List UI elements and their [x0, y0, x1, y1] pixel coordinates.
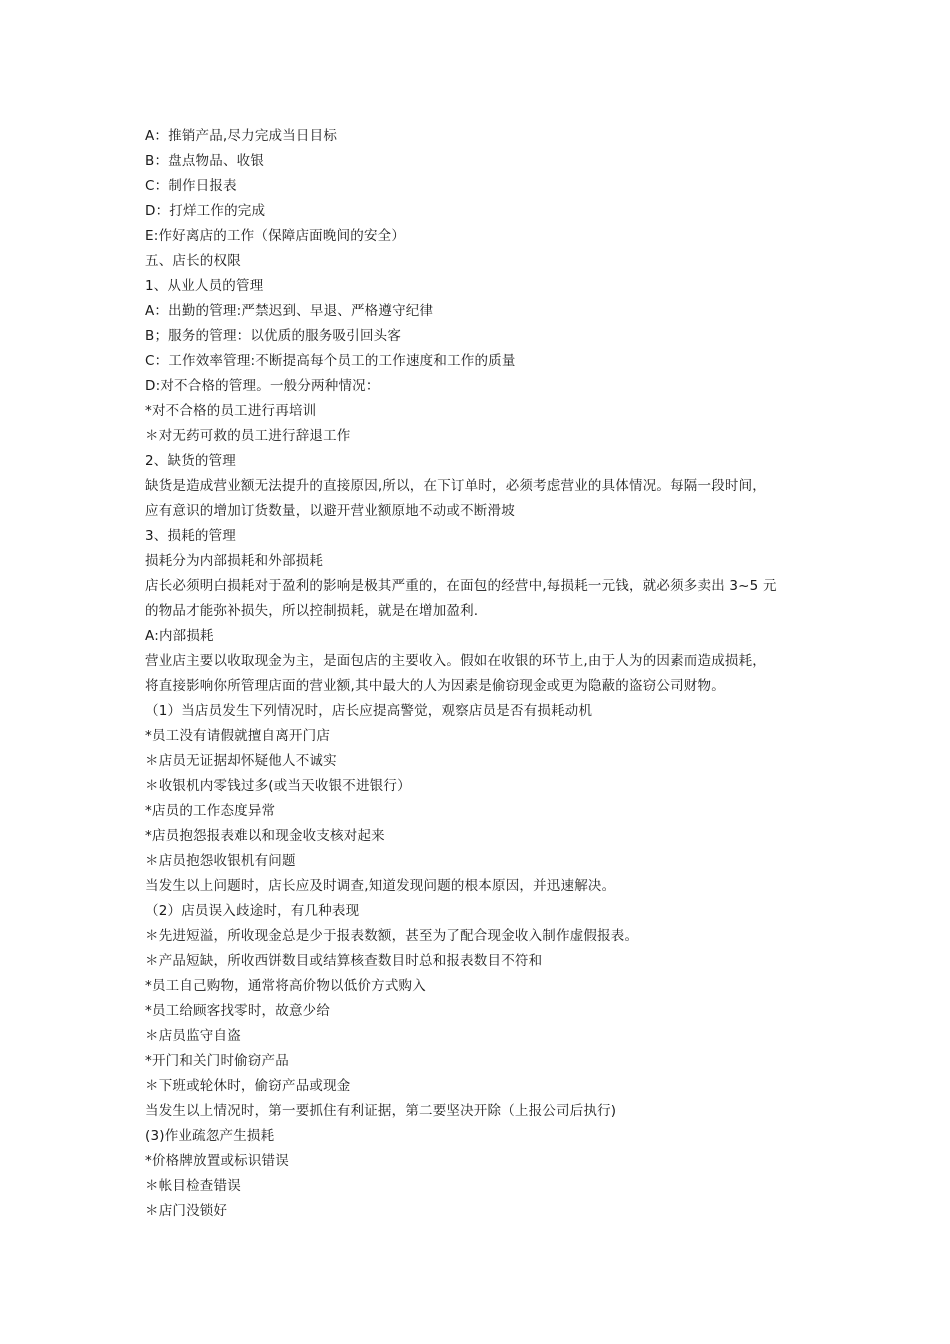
text-line: (3)作业疏忽产生损耗 [145, 1128, 275, 1144]
text-line: C：制作日报表 [145, 178, 237, 194]
text-line: ＊店员监守自盗 [145, 1028, 241, 1044]
text-line: （2）店员误入歧途时，有几种表现 [145, 903, 360, 919]
text-line: *店员的工作态度异常 [145, 803, 276, 819]
text-line: ＊店门没锁好 [145, 1203, 228, 1219]
text-line: 应有意识的增加订货数量，以避开营业额原地不动或不断滑坡 [145, 503, 515, 519]
text-line: *员工没有请假就擅自离开门店 [145, 728, 331, 744]
text-line: 缺货是造成营业额无法提升的直接原因,所以，在下订单时，必须考虑营业的具体情况。每隔一段时间， [145, 478, 766, 494]
text-line: *对不合格的员工进行再培训 [145, 403, 317, 419]
document-body [145, 124, 810, 1224]
text-line: *店员抱怨报表难以和现金收支核对起来 [145, 828, 385, 844]
text-line: C：工作效率管理:不断提高每个员工的工作速度和工作的质量 [145, 353, 516, 369]
text-line: *开门和关门时偷窃产品 [145, 1053, 289, 1069]
text-line: 当发生以上情况时，第一要抓住有利证据，第二要坚决开除（上报公司后执行) [145, 1103, 617, 1119]
text-line: *员工自己购物，通常将高价物以低价方式购入 [145, 978, 426, 994]
text-line: ＊帐目检查错误 [145, 1178, 241, 1194]
text-line: 将直接影响你所管理店面的营业额,其中最大的人为因素是偷窃现金或更为隐蔽的盗窃公司财物。 [145, 678, 725, 694]
text-line: A：出勤的管理:严禁迟到、早退、严格遵守纪律 [145, 303, 434, 319]
text-line: 损耗分为内部损耗和外部损耗 [145, 553, 324, 569]
text-line: ＊对无药可救的员工进行辞退工作 [145, 428, 351, 444]
text-line: 店长必须明白损耗对于盈利的影响是极其严重的，在面包的经营中,每损耗一元钱，就必须多卖出 3~5 元 [145, 578, 777, 594]
text-line: D：打烊工作的完成 [145, 203, 266, 219]
text-line: 的物品才能弥补损失，所以控制损耗，就是在增加盈利. [145, 603, 479, 619]
text-line: 2、缺货的管理 [145, 453, 236, 469]
text-line: B：盘点物品、收银 [145, 153, 265, 169]
text-line: B；服务的管理：以优质的服务吸引回头客 [145, 328, 402, 344]
text-line: 营业店主要以收取现金为主，是面包店的主要收入。假如在收银的环节上,由于人为的因素而造成损耗， [145, 653, 766, 669]
text-line: A：推销产品,尽力完成当日目标 [145, 128, 338, 144]
text-line: ＊店员抱怨收银机有问题 [145, 853, 296, 869]
text-line: *员工给顾客找零时，故意少给 [145, 1003, 331, 1019]
text-line: ＊下班或轮休时，偷窃产品或现金 [145, 1078, 351, 1094]
text-line: E:作好离店的工作（保障店面晚间的安全） [145, 228, 406, 244]
text-line: （1）当店员发生下列情况时，店长应提高警觉，观察店员是否有损耗动机 [145, 703, 593, 719]
text-line: 3、损耗的管理 [145, 528, 236, 544]
text-line: ＊店员无证据却怀疑他人不诚实 [145, 753, 337, 769]
text-line: ＊收银机内零钱过多(或当天收银不进银行） [145, 778, 411, 794]
text-line: *价格牌放置或标识错误 [145, 1153, 289, 1169]
text-line: ＊先进短溢，所收现金总是少于报表数额，甚至为了配合现金收入制作虚假报表。 [145, 928, 639, 944]
text-line: 五、店长的权限 [145, 253, 241, 269]
text-line: D:对不合格的管理。一般分两种情况： [145, 378, 380, 394]
text-line: A:内部损耗 [145, 628, 214, 644]
text-line: ＊产品短缺，所收西饼数目或结算核查数目时总和报表数目不符和 [145, 953, 543, 969]
text-line: 1、从业人员的管理 [145, 278, 264, 294]
text-line: 当发生以上问题时，店长应及时调查,知道发现问题的根本原因，并迅速解决。 [145, 878, 616, 894]
